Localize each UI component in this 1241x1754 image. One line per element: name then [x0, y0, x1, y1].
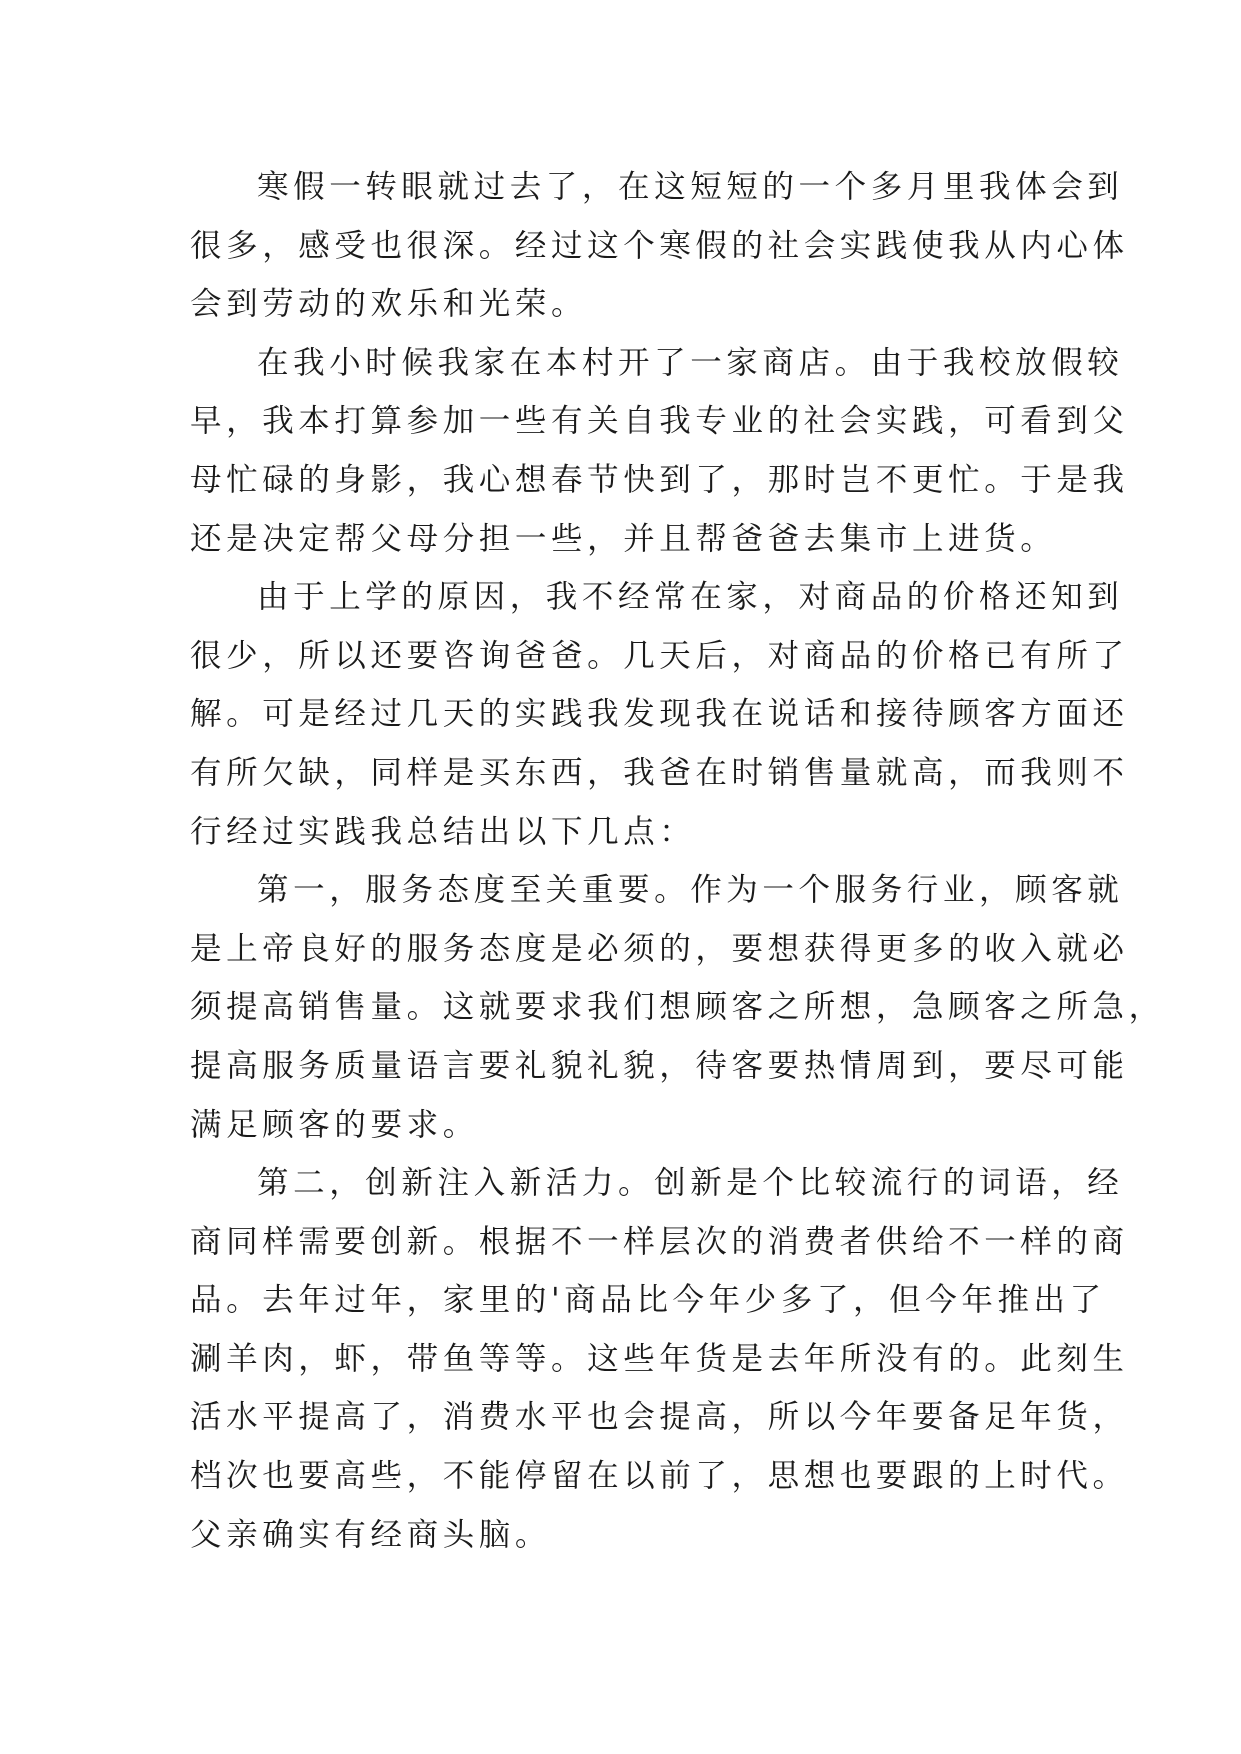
- paragraph-5-line-5: 活水平提高了，消费水平也会提高，所以今年要备足年货，: [190, 1399, 1129, 1436]
- paragraph-3-line-5: 行经过实践我总结出以下几点：: [190, 813, 696, 850]
- paragraph-3-line-1: 由于上学的原因，我不经常在家，对商品的价格还知到: [257, 579, 1124, 616]
- body-text: [190, 158, 1165, 1564]
- paragraph-2-line-4: 还是决定帮父母分担一些，并且帮爸爸去集市上进货。: [190, 520, 1057, 557]
- paragraph-1-line-3: 会到劳动的欢乐和光荣。: [190, 286, 588, 323]
- paragraph-2-line-1: 在我小时候我家在本村开了一家商店。由于我校放假较: [257, 344, 1124, 381]
- paragraph-3-line-2: 很少，所以还要咨询爸爸。几天后，对商品的价格已有所了: [190, 637, 1129, 674]
- paragraph-4-line-1: 第一，服务态度至关重要。作为一个服务行业，顾客就: [257, 872, 1124, 909]
- paragraph-5-line-1: 第二，创新注入新活力。创新是个比较流行的词语，经: [257, 1165, 1124, 1202]
- paragraph-5-line-4: 涮羊肉，虾，带鱼等等。这些年货是去年所没有的。此刻生: [190, 1340, 1129, 1377]
- paragraph-4-line-4: 提高服务质量语言要礼貌礼貌，待客要热情周到，要尽可能: [190, 1047, 1129, 1084]
- paragraph-1-line-2: 很多，感受也很深。经过这个寒假的社会实践使我从内心体: [190, 227, 1129, 264]
- paragraph-5-line-3: 品。去年过年，家里的'商品比今年少多了，但今年推出了: [190, 1282, 1106, 1319]
- paragraph-1-line-1: 寒假一转眼就过去了，在这短短的一个多月里我体会到: [257, 169, 1124, 205]
- paragraph-2-line-2: 早，我本打算参加一些有关自我专业的社会实践，可看到父: [190, 403, 1129, 440]
- paragraph-5-line-6: 档次也要高些，不能停留在以前了，思想也要跟的上时代。: [190, 1458, 1129, 1495]
- paragraph-4-line-3: 须提高销售量。这就要求我们想顾客之所想，急顾客之所急，: [190, 989, 1165, 1026]
- paragraph-2-line-3: 母忙碌的身影，我心想春节快到了，那时岂不更忙。于是我: [190, 461, 1129, 498]
- paragraph-4-line-5: 满足顾客的要求。: [190, 1106, 479, 1143]
- paragraph-3-line-3: 解。可是经过几天的实践我发现我在说话和接待顾客方面还: [190, 696, 1129, 733]
- paragraph-5-line-2: 商同样需要创新。根据不一样层次的消费者供给不一样的商: [190, 1223, 1129, 1260]
- paragraph-4-line-2: 是上帝良好的服务态度是必须的，要想获得更多的收入就必: [190, 930, 1129, 967]
- paragraph-5-line-7: 父亲确实有经商头脑。: [190, 1516, 552, 1553]
- paragraph-3-line-4: 有所欠缺，同样是买东西，我爸在时销售量就高，而我则不: [190, 754, 1129, 791]
